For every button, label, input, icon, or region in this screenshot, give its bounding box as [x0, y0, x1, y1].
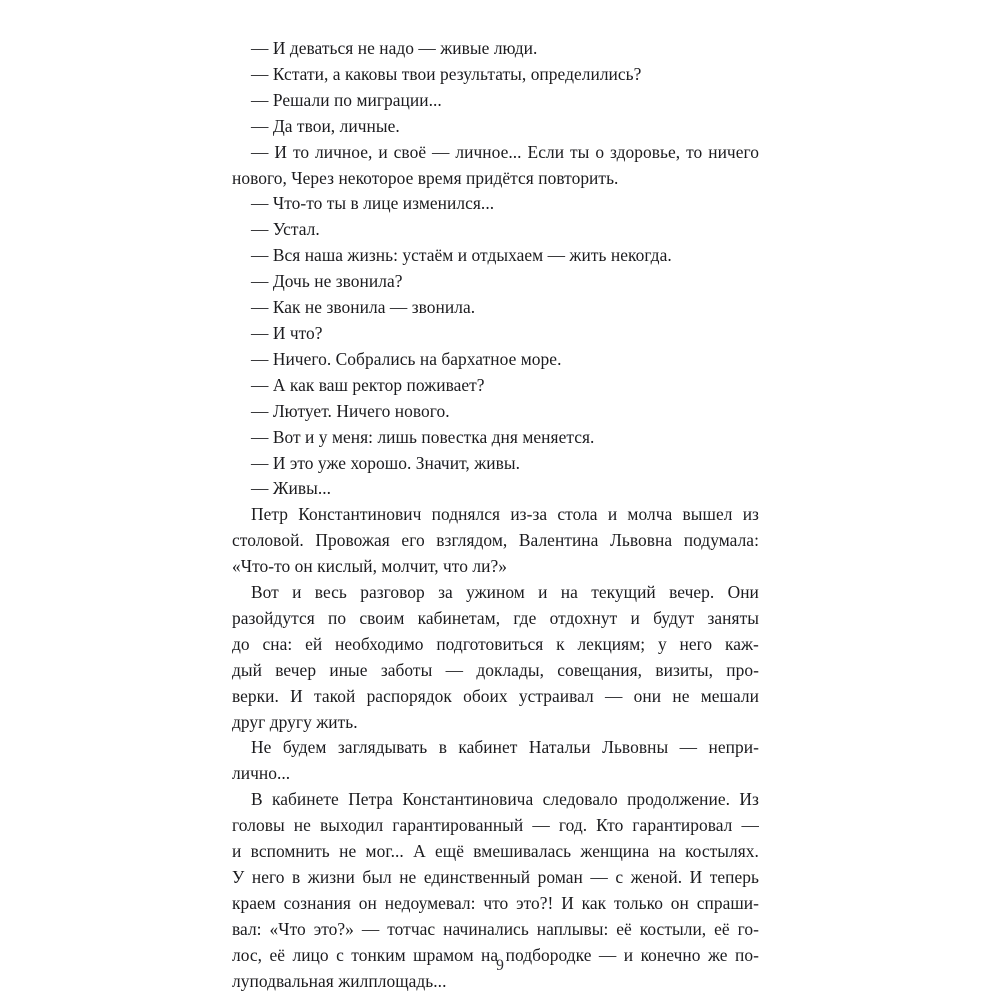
text-word: и: [623, 944, 634, 965]
text-word: за: [438, 582, 453, 603]
text-word: наплывы:: [536, 918, 609, 939]
text-line: [232, 865, 759, 891]
text-word: —: [432, 141, 450, 162]
text-word: И: [561, 892, 574, 913]
text-word: мешали: [700, 685, 759, 706]
text-word: обоих: [463, 685, 508, 706]
text-word: костылях.: [685, 841, 759, 862]
text-line: — Дочь не звонила?: [251, 271, 403, 292]
text-word: тонким: [351, 944, 406, 965]
text-word: по-: [734, 944, 759, 965]
text-word: Они: [727, 582, 759, 603]
text-word: и: [607, 504, 618, 525]
text-word: и: [292, 582, 302, 603]
text-word: столовой.: [232, 530, 304, 551]
text-word: он: [670, 892, 689, 913]
text-line: — Да твои, личные.: [251, 115, 400, 136]
text-word: где: [513, 607, 537, 628]
text-word: Константиновича: [402, 789, 534, 810]
text-line: — Как не звонила — звонила.: [251, 297, 476, 318]
text-word: что: [483, 892, 509, 913]
text-word: взглядом,: [436, 530, 508, 551]
text-word: личное...: [455, 141, 522, 162]
text-word: ей: [305, 633, 323, 654]
text-word: Петра: [348, 789, 393, 810]
text-word: У: [232, 867, 245, 887]
text-word: разговор: [360, 582, 425, 603]
text-word: её: [616, 918, 632, 939]
text-word: не: [293, 815, 311, 836]
text-word: костыли,: [639, 918, 707, 939]
text-word: него: [251, 867, 285, 887]
text-word: не: [399, 867, 417, 887]
text-word: —: [532, 815, 550, 836]
text-word: недоумевал:: [384, 892, 476, 913]
page-number: 9: [496, 957, 504, 974]
text-word: кабинетам,: [417, 607, 501, 628]
text-word: то: [686, 141, 703, 162]
text-word: начинались: [443, 918, 529, 939]
text-line: [232, 580, 759, 606]
text-line: — А как ваш ректор поживает?: [251, 374, 485, 395]
text-line: [232, 502, 759, 528]
text-word: ничего: [708, 141, 759, 162]
text-line: — Лютует. Ничего нового.: [251, 400, 450, 421]
text-word: и: [630, 607, 640, 628]
text-word: вечер: [275, 659, 317, 680]
text-word: —: [604, 685, 623, 706]
text-word: кабинете: [272, 789, 339, 810]
text-word: И: [689, 867, 703, 887]
text-line: — Живы...: [251, 478, 332, 499]
text-line: — Решали по миграции...: [251, 89, 442, 110]
text-word: Кто: [596, 815, 624, 836]
text-word: ужином: [466, 582, 525, 603]
text-line: — И деваться не надо — живые люди.: [251, 38, 538, 58]
text-word: на: [560, 582, 578, 603]
text-word: Львовны: [602, 737, 669, 758]
text-word: гарантированный: [392, 815, 524, 836]
text-line: — Устал.: [251, 219, 320, 240]
text-word: сознания: [283, 892, 351, 913]
text-word: визиты,: [655, 659, 714, 680]
text-line: [232, 140, 759, 166]
text-word: шрамом: [413, 944, 474, 965]
text-word: —: [679, 737, 698, 758]
text-line: — Вот и у меня: лишь повестка дня меняется.: [251, 426, 595, 447]
text-word: непри-: [708, 737, 759, 758]
text-word: заняты: [707, 607, 759, 628]
text-word: лекциям;: [577, 633, 646, 654]
text-line: лично...: [232, 763, 291, 784]
text-word: он: [358, 892, 377, 913]
text-line: — Кстати, а каковы твои результаты, определились?: [251, 63, 642, 84]
text-word: —: [598, 944, 617, 965]
text-word: го-: [737, 918, 759, 939]
page-text-block: [232, 36, 759, 995]
text-word: же: [707, 944, 728, 965]
text-word: своим: [359, 607, 405, 628]
text-word: её: [714, 918, 730, 939]
text-word: него: [679, 633, 713, 654]
text-word: своё: [393, 141, 427, 162]
text-word: такой: [313, 685, 356, 706]
text-word: вспомнить: [250, 841, 330, 862]
text-word: иные: [329, 659, 368, 680]
text-word: —: [590, 867, 608, 887]
text-word: роман: [537, 867, 583, 887]
text-line: — Что-то ты в лице изменился...: [251, 193, 495, 214]
text-word: А: [413, 841, 426, 862]
text-word: на: [481, 944, 499, 965]
text-line: [232, 735, 759, 761]
text-word: молча: [627, 504, 673, 525]
text-word: про-: [726, 659, 759, 680]
text-word: теперь: [709, 867, 759, 887]
text-word: в: [292, 867, 301, 887]
text-word: следовало: [542, 789, 618, 810]
text-word: из-за: [510, 504, 548, 525]
text-word: необходимо: [335, 633, 424, 654]
text-word: текущий: [591, 582, 656, 603]
text-word: личное,: [315, 141, 373, 162]
text-word: подготовиться: [436, 633, 544, 654]
text-word: совещания,: [557, 659, 643, 680]
text-word: весь: [314, 582, 347, 603]
text-word: вечер.: [669, 582, 715, 603]
text-word: Если: [527, 141, 565, 162]
text-word: в: [438, 737, 447, 758]
text-line: [232, 658, 759, 684]
text-line: — Вся наша жизнь: устаём и отдыхаем — жить некогда.: [251, 245, 672, 266]
text-word: на: [658, 841, 676, 862]
text-word: конечно: [640, 944, 701, 965]
text-word: и: [378, 141, 388, 162]
text-word: —: [361, 918, 380, 939]
text-line: [232, 606, 759, 632]
text-word: сна:: [262, 633, 293, 654]
text-word: и: [538, 582, 548, 603]
text-word: мог...: [365, 841, 404, 862]
text-word: её: [269, 944, 286, 965]
text-line: «Что-то он кислый, молчит, что ли?»: [232, 556, 507, 577]
text-line: [232, 684, 759, 710]
text-word: не: [672, 685, 690, 706]
text-word: подумала:: [683, 530, 759, 551]
text-word: будем: [282, 737, 327, 758]
text-word: Провожая: [315, 530, 390, 551]
text-word: гарантировал: [632, 815, 733, 836]
text-word: из: [742, 504, 759, 525]
text-word: Натальи: [528, 737, 591, 758]
text-word: как: [581, 892, 607, 913]
text-word: год.: [558, 815, 588, 836]
text-word: —: [445, 659, 464, 680]
text-word: ещё: [435, 841, 464, 862]
text-word: был: [362, 867, 392, 887]
text-line: [232, 632, 759, 658]
text-line: [232, 917, 759, 943]
text-word: заглядывать: [337, 737, 428, 758]
text-word: разойдутся: [232, 607, 315, 628]
text-word: будут: [653, 607, 695, 628]
text-word: краем: [232, 892, 276, 913]
text-word: выходил: [319, 815, 384, 836]
text-word: доклады,: [476, 659, 544, 680]
text-word: В: [251, 789, 263, 810]
text-word: вышел: [682, 504, 733, 525]
text-word: Константинович: [298, 504, 422, 525]
text-word: Петр: [251, 504, 288, 525]
text-word: продолжение.: [627, 789, 731, 810]
text-word: головы: [232, 815, 285, 836]
text-word: устраивал: [518, 685, 594, 706]
text-word: это?»: [313, 918, 354, 939]
text-word: подбородке: [505, 944, 592, 965]
text-word: отдохнут: [549, 607, 618, 628]
text-word: Львовна: [610, 530, 673, 551]
text-word: «Что: [269, 918, 306, 939]
text-word: его: [401, 530, 425, 551]
text-word: каж-: [724, 633, 759, 654]
text-word: здоровье,: [610, 141, 681, 162]
text-word: заботы: [380, 659, 433, 680]
text-word: верки.: [232, 685, 279, 706]
text-word: только: [613, 892, 663, 913]
text-word: единственный: [423, 867, 531, 887]
text-word: тотчас: [387, 918, 436, 939]
text-line: [232, 891, 759, 917]
text-line: [232, 813, 759, 839]
text-line: луподвальная жилплощадь...: [232, 970, 447, 991]
text-word: у: [657, 633, 667, 654]
text-word: до: [232, 633, 250, 654]
text-word: женщина: [580, 841, 650, 862]
text-word: лос,: [232, 944, 263, 965]
text-word: с: [615, 867, 624, 887]
text-word: спраши-: [696, 892, 759, 913]
text-word: и: [232, 841, 242, 862]
text-word: ты: [570, 141, 590, 162]
text-word: по: [328, 607, 347, 628]
text-word: лицо: [292, 944, 329, 965]
text-word: кабинет: [458, 737, 518, 758]
text-word: вмешивалась: [473, 841, 572, 862]
text-word: Из: [739, 789, 759, 810]
text-line: [232, 839, 759, 865]
text-word: это?!: [516, 892, 554, 913]
text-line: друг другу жить.: [232, 711, 358, 732]
text-word: вал:: [232, 918, 262, 939]
text-word: —: [251, 141, 269, 162]
text-line: — Ничего. Собрались на бархатное море.: [251, 348, 562, 369]
text-word: к: [556, 633, 565, 654]
text-word: не: [339, 841, 357, 862]
text-word: поднялся: [431, 504, 501, 525]
text-word: Не: [251, 737, 272, 758]
text-word: И: [274, 141, 287, 162]
text-word: распорядок: [366, 685, 452, 706]
text-word: —: [741, 815, 759, 836]
text-line: [232, 787, 759, 813]
text-line: нового, Через некоторое время придётся повторить.: [232, 167, 619, 188]
text-word: о: [595, 141, 605, 162]
text-word: дый: [232, 659, 262, 680]
text-word: стола: [557, 504, 598, 525]
text-word: то: [292, 141, 310, 162]
text-word: женой.: [630, 867, 683, 887]
text-line: [232, 528, 759, 554]
text-word: Вот: [251, 582, 279, 603]
text-line: — И что?: [251, 322, 323, 343]
text-line: — И это уже хорошо. Значит, живы.: [251, 452, 521, 473]
text-word: И: [290, 685, 303, 706]
text-word: Валентина: [518, 530, 599, 551]
text-word: жизни: [307, 867, 355, 887]
text-word: они: [633, 685, 662, 706]
text-word: с: [336, 944, 344, 965]
